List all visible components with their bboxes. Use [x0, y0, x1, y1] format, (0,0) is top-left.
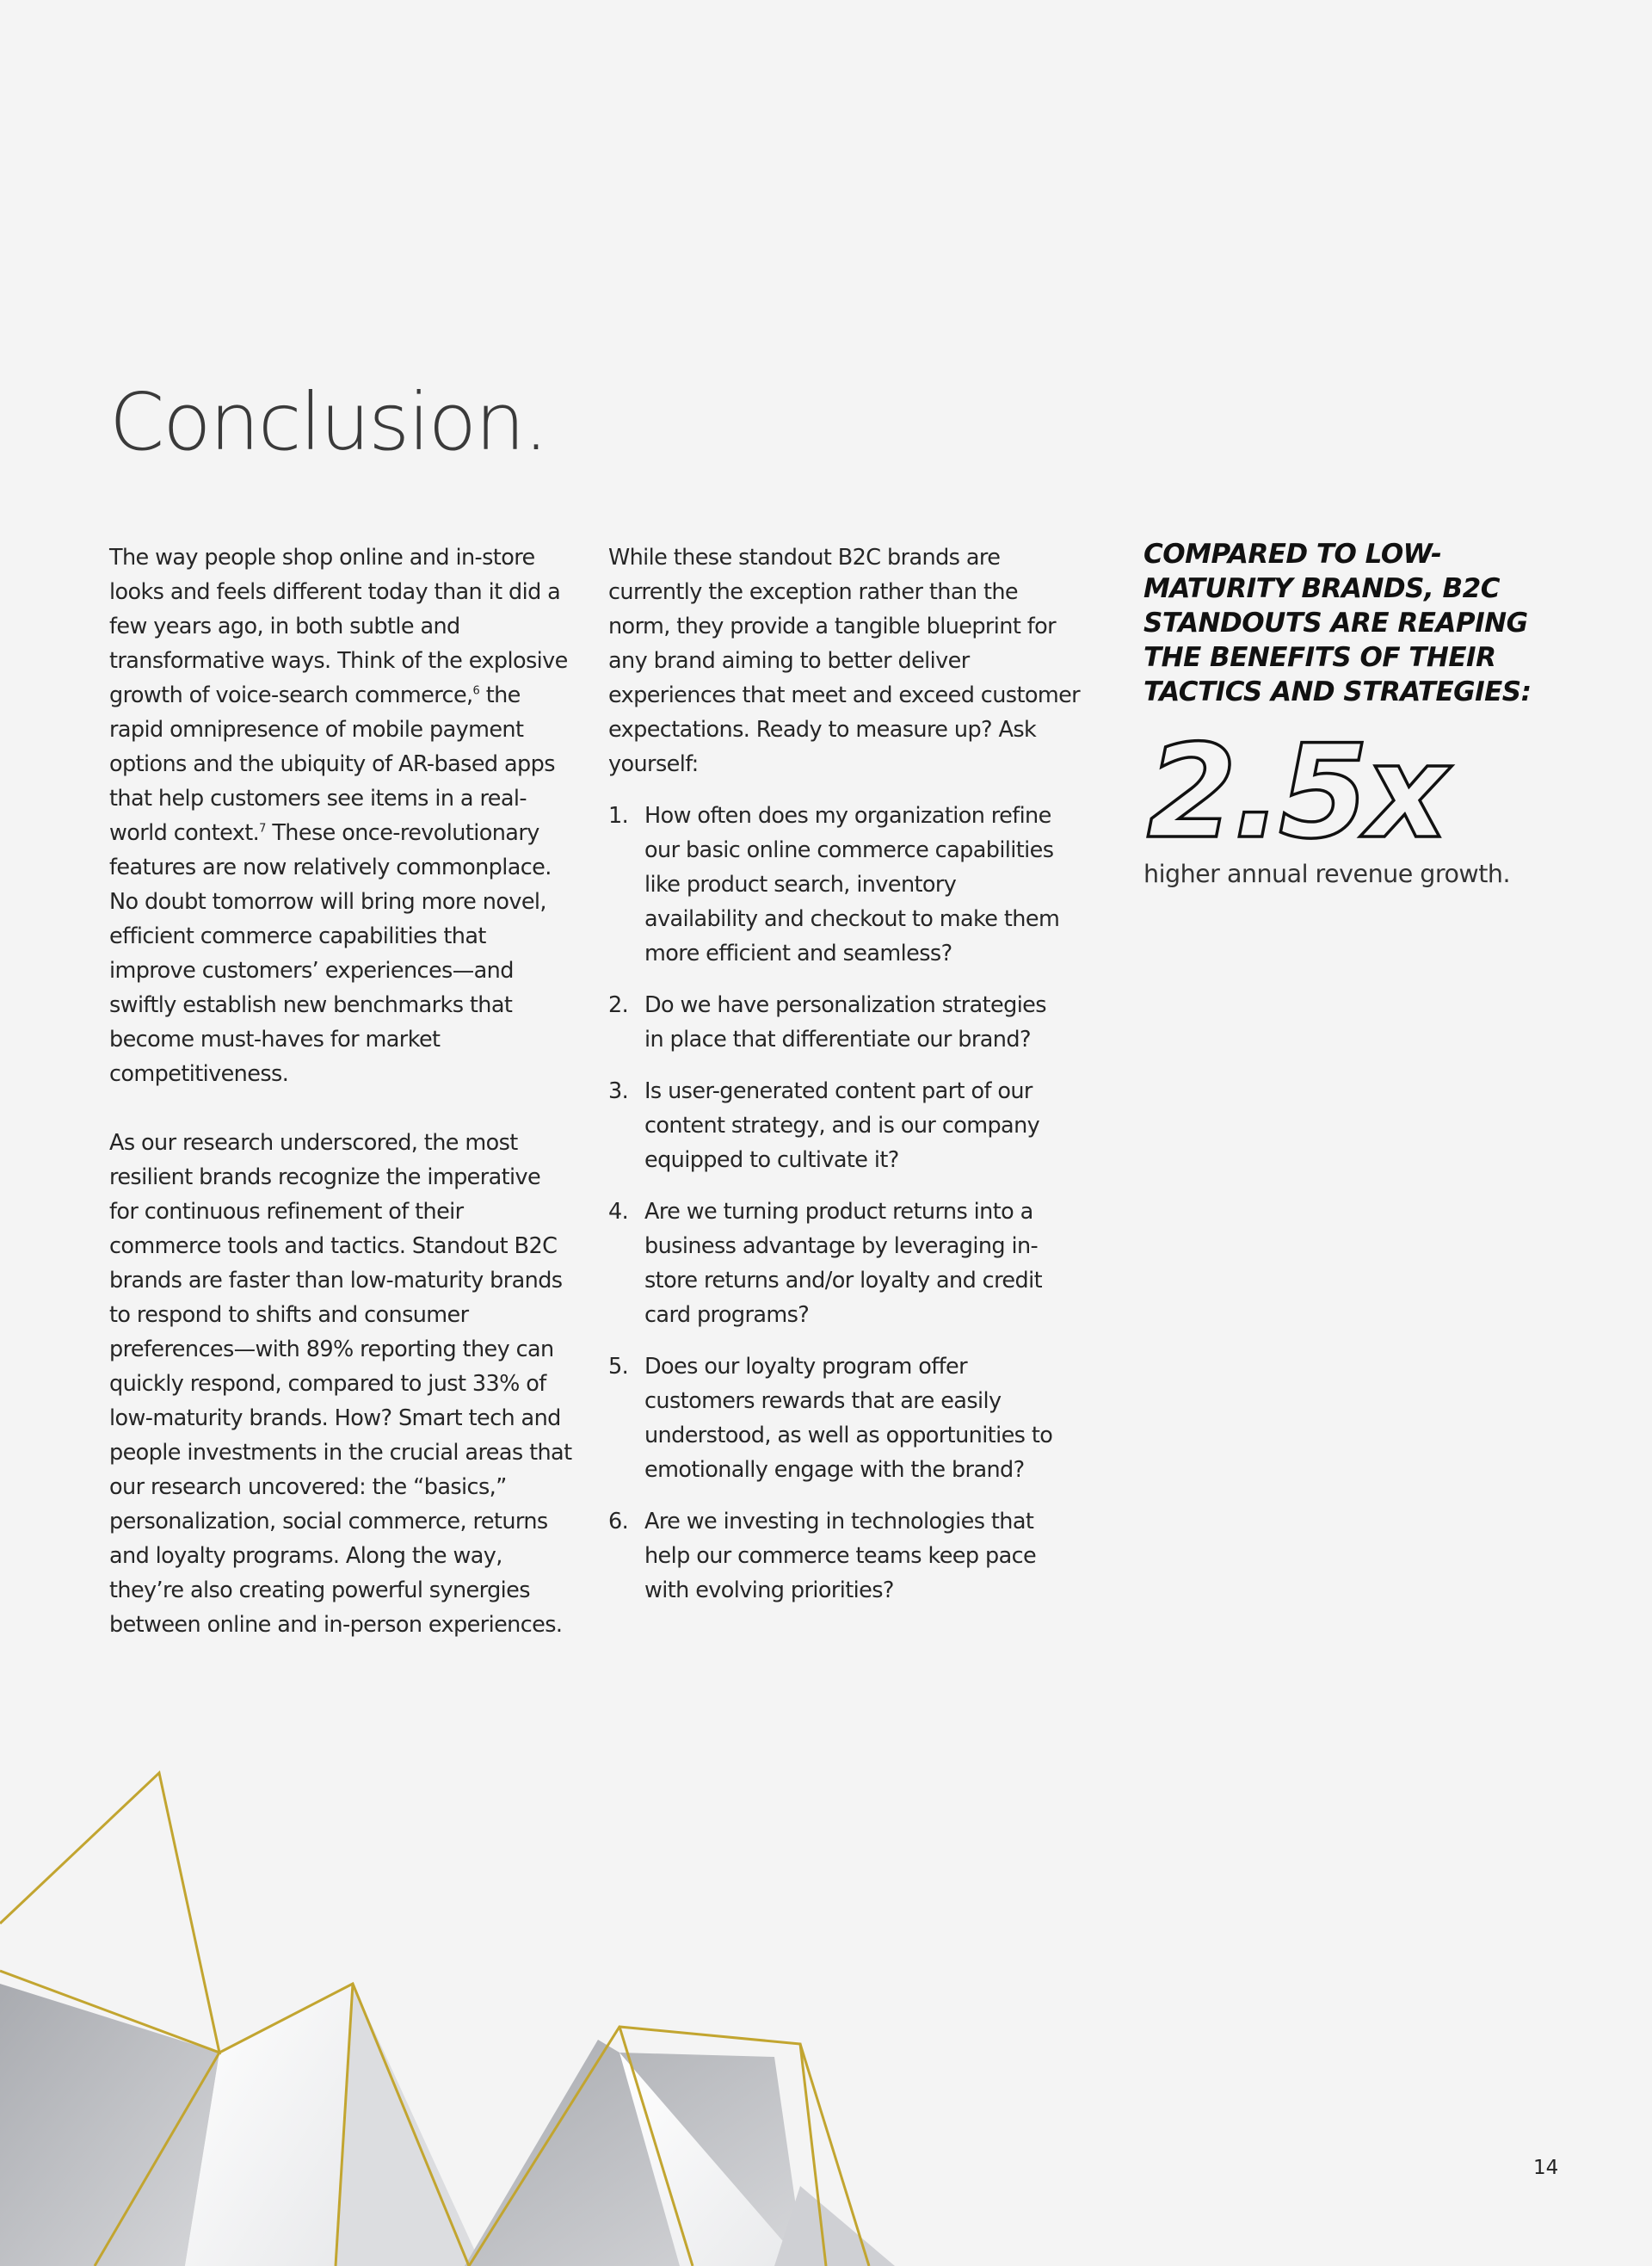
list-item-number: 6.: [608, 1509, 629, 1534]
list-item: [608, 1195, 1086, 1332]
stat-figure: [1143, 716, 1488, 854]
stat-callout: [1143, 537, 1548, 892]
research-paragraph: As our research underscored, the most resilient brands recognize the imperative for continuous refinement of their commerce tools and tactics. Standout B2C brands are faster than low-maturity brands to respond to shifts and consumer preferences—with 89% reporting they can quickly respond, compared to just 33% of low-maturity brands. How? Smart tech and people investments in the crucial areas that our research uncovered: the “basics,” personalization, social commerce, returns and loyalty programs. Along the way, they’re also creating powerful synergies between online and in-person experiences.: [109, 1130, 572, 1638]
callout-subtext: higher annual revenue growth.: [1143, 860, 1511, 888]
list-item-text: Is user-generated content part of our content strategy, and is our company equipped to cultivate it?: [644, 1078, 1040, 1173]
page-number: 14: [1533, 2157, 1559, 2179]
list-item-number: 3.: [608, 1078, 629, 1104]
list-item-number: 5.: [608, 1354, 629, 1380]
list-item: [608, 1504, 1086, 1608]
callout-heading: COMPARED TO LOW-MATURITY BRANDS, B2C STANDOUTS ARE REAPING THE BENEFITS OF THEIR TACTICS AND STRATEGIES:: [1143, 539, 1532, 707]
intro-text-part-3: These once-revolutionary features are now relatively commonplace. No doubt tomorrow will bring more novel, efficient commerce capabilities that improve customers’ experiences—and swiftly establish new benchmarks that become must-haves for market competitiveness.: [109, 820, 552, 1087]
facet-shape: [0, 1984, 219, 2266]
stat-value: 2.5x: [1147, 718, 1446, 854]
list-item: [608, 988, 1086, 1057]
left-column: [109, 540, 574, 1642]
list-item-text: How often does my organization refine our basic online commerce capabilities like product search, inventory availability and checkout to make them more efficient and seamless?: [644, 803, 1060, 966]
intro-text-part-2: the rapid omnipresence of mobile payment options and the ubiquity of AR-based apps that help customers see items in a real-world context.: [109, 682, 555, 846]
page-title: Conclusion.: [109, 376, 547, 468]
list-item-text: Does our loyalty program offer customers rewards that are easily understood, as well as opportunities to emotionally engage with the brand?: [644, 1354, 1053, 1483]
list-item-text: Do we have personalization strategies in place that differentiate our brand?: [644, 992, 1046, 1053]
list-item-number: 2.: [608, 992, 629, 1018]
list-item: [608, 1349, 1086, 1487]
list-item-number: 1.: [608, 803, 629, 829]
intro-paragraph: [109, 540, 574, 1091]
list-item: [608, 799, 1086, 971]
blueprint-paragraph: While these standout B2C brands are currently the exception rather than the norm, they provide a tangible blueprint for any brand aiming to better deliver experiences that meet and exceed customer expectations. Ready to measure up? Ask yourself:: [608, 545, 1081, 777]
middle-column: [608, 540, 1086, 1625]
facet-shape: [336, 1984, 482, 2266]
list-item: [608, 1074, 1086, 1177]
question-list: [608, 799, 1086, 1608]
footnote-ref-7: 7: [259, 822, 266, 836]
footnote-ref-6: 6: [472, 684, 480, 698]
list-item-text: Are we turning product returns into a business advantage by leveraging in-store returns and/or loyalty and credit card programs?: [644, 1199, 1042, 1328]
intro-text-part-1: The way people shop online and in-store looks and feels different today than it did a few years ago, in both subtle and transformative ways. Think of the explosive growth of voice-search commerce,: [109, 545, 568, 708]
geometric-crystal-decoration: [0, 1756, 946, 2266]
list-item-text: Are we investing in technologies that help our commerce teams keep pace with evolving priorities?: [644, 1509, 1037, 1603]
list-item-number: 4.: [608, 1199, 629, 1225]
